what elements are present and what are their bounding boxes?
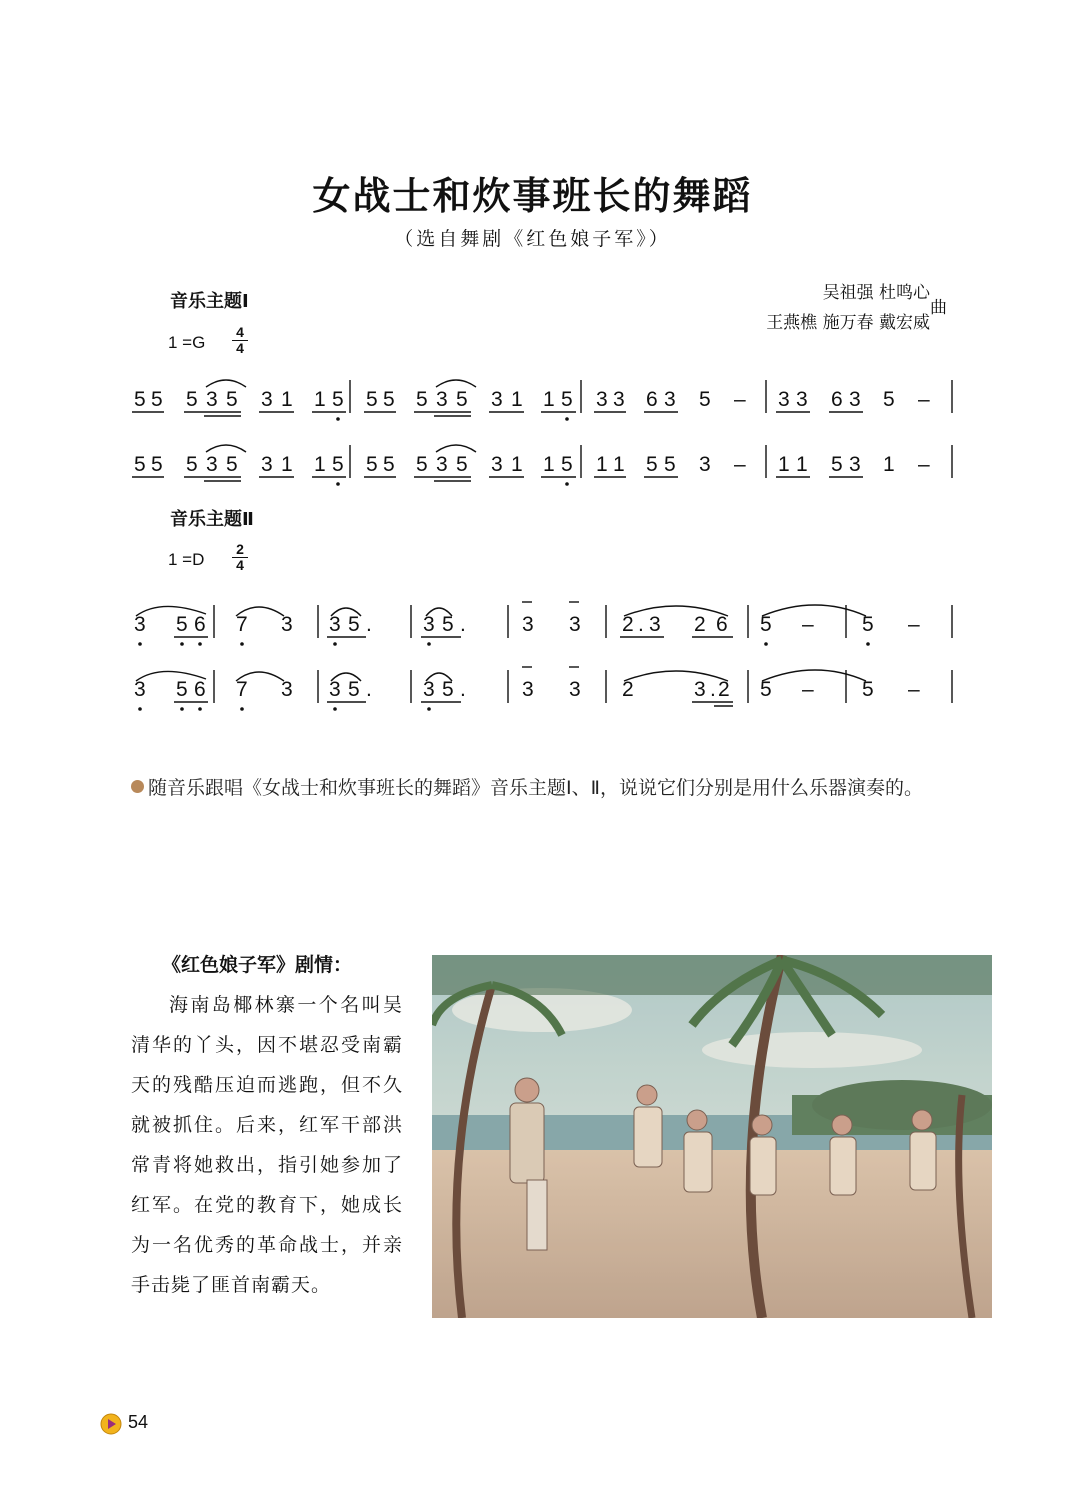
theme-1-time-bottom: 4 bbox=[232, 340, 248, 356]
svg-text:555353115: 5 5 5 3 5 3 1 1 5 bbox=[134, 453, 344, 476]
page-subtitle: （选自舞剧《红色娘子军》） bbox=[394, 228, 671, 250]
svg-text:11553–: 1 1 5 5 3 – bbox=[596, 453, 746, 476]
theme-2-key: 1 =D bbox=[168, 550, 205, 569]
notation-theme-1-line-2 bbox=[126, 440, 956, 490]
composer-line-1: 吴祖强 杜鸣心 bbox=[822, 283, 930, 303]
theme-2-time-signature bbox=[232, 542, 248, 573]
theme-1-key: 1 =G bbox=[168, 333, 206, 352]
plot-text: 海南岛椰林寨一个名叫吴清华的丫头，因不堪忍受南霸天的残酷压迫而逃跑，但不久就被抓住。后来，红军干部洪常青将她救出，指引她参加了红军。在党的教育下，她成长为一名优秀的革命战士，并亲手击毙了匪首南霸天。 bbox=[131, 994, 403, 1296]
theme-2-time-bottom: 4 bbox=[232, 557, 248, 573]
svg-text:555353115: 5 5 5 3 5 3 1 1 5 bbox=[366, 388, 573, 411]
theme-2-label: 音乐主题Ⅱ bbox=[170, 509, 254, 530]
svg-text:555353115: 5 5 5 3 5 3 1 1 5 bbox=[134, 388, 344, 411]
composer-suffix: 曲 bbox=[930, 298, 947, 318]
composer-credit bbox=[680, 278, 930, 338]
play-icon bbox=[100, 1413, 122, 1435]
notation-theme-1-line-1 bbox=[126, 375, 956, 425]
page-title: 女战士和炊事班长的舞蹈 bbox=[312, 174, 753, 218]
svg-text:555353115: 5 5 5 3 5 3 1 1 5 bbox=[366, 453, 573, 476]
question-content: 随音乐跟唱《女战士和炊事班长的舞蹈》音乐主题Ⅰ、Ⅱ，说说它们分别是用什么乐器演奏的。 bbox=[148, 777, 923, 799]
svg-text:33635–: 3 3 6 3 5 – bbox=[778, 388, 930, 411]
svg-text:33635–: 3 3 6 3 5 – bbox=[596, 388, 746, 411]
bullet-dot-icon bbox=[131, 780, 144, 793]
composer-line-2: 王燕樵 施万春 戴宏威 bbox=[766, 313, 930, 333]
question-text bbox=[131, 770, 961, 806]
svg-text:3567335.35.3323.25–5–: 3 5 6 7 3 3 5 . 3 5 . 3 3 2 3 . 2 5 – 5 – bbox=[134, 678, 920, 701]
notation-theme-2-line-2 bbox=[126, 665, 956, 715]
theme-1-time-top: 4 bbox=[236, 324, 244, 340]
plot-heading: 《红色娘子军》剧情： bbox=[162, 954, 353, 976]
notation-theme-2-line-1 bbox=[126, 600, 956, 650]
theme-1-time-signature bbox=[232, 325, 248, 356]
svg-text:3567335.35.332.3265–5–: 3 5 6 7 3 3 5 . 3 5 . 3 3 2 . 3 2 6 5 – 5 – bbox=[134, 613, 920, 636]
theme-1-label: 音乐主题Ⅰ bbox=[170, 291, 249, 312]
svg-text:11531–: 1 1 5 3 1 – bbox=[778, 453, 930, 476]
page-number: 54 bbox=[128, 1412, 149, 1432]
ballet-photo bbox=[432, 955, 992, 1318]
theme-2-time-top: 2 bbox=[236, 541, 244, 557]
